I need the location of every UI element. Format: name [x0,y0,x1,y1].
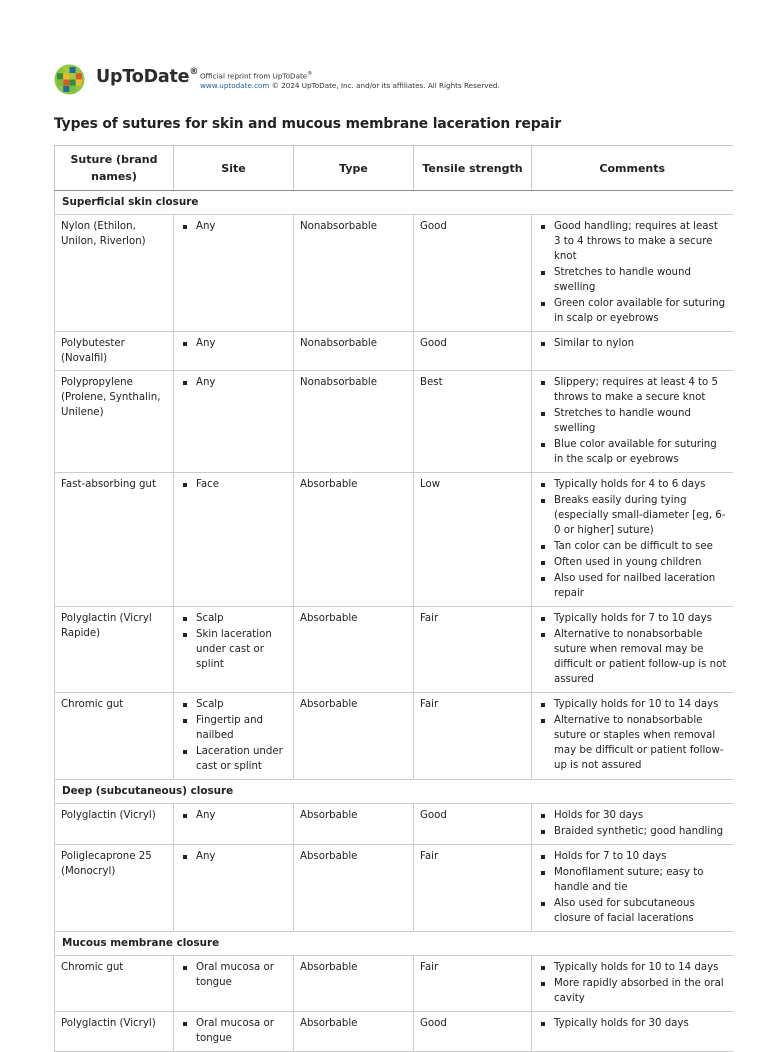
list-item: Typically holds for 10 to 14 days [538,697,727,712]
section-row-deep [55,780,733,804]
list-item: Typically holds for 10 to 14 days [538,960,727,975]
site-cell [174,845,294,932]
site-list [180,477,287,492]
list-item: Stretches to handle wound swelling [538,265,727,295]
suture-name: Fast-absorbing gut [55,473,174,607]
tensile-cell: Good [414,215,532,332]
site-list [180,697,287,774]
site-cell [174,332,294,371]
list-item: Fingertip and nailbed [180,713,287,743]
col-header-tensile: Tensile strength [414,146,532,191]
table-row [55,332,733,371]
list-item: More rapidly absorbed in the oral cavity [538,976,727,1006]
uptodate-logo-icon [54,64,85,95]
list-item: Braided synthetic; good handling [538,824,727,839]
site-list [180,219,287,234]
reprint-notice: Official reprint from UpToDate® www.uptodate.com © 2024 UpToDate, Inc. and/or its affiliates. All Rights Reserved. [200,71,500,91]
logo-tile [63,80,69,86]
table-row [55,371,733,473]
section-title: Mucous membrane closure [55,932,733,956]
site-cell [174,956,294,1012]
type-cell: Absorbable [294,607,414,693]
type-cell: Absorbable [294,693,414,780]
tensile-cell: Low [414,473,532,607]
list-item: Tan color can be difficult to see [538,539,727,554]
list-item: Any [180,375,287,390]
type-cell: Absorbable [294,956,414,1012]
logo-tile [63,73,69,79]
list-item: Typically holds for 7 to 10 days [538,611,727,626]
tensile-cell: Fair [414,956,532,1012]
comments-list [538,808,727,839]
list-item: Typically holds for 4 to 6 days [538,477,727,492]
comments-cell [532,845,733,932]
suture-name: Chromic gut [55,693,174,780]
comments-list [538,336,727,351]
site-cell [174,693,294,780]
comments-list [538,960,727,1006]
brand-name: UpToDate® [96,67,199,87]
list-item: Alternative to nonabsorbable suture when removal may be difficult or patient follow-up is not assured [538,627,727,687]
logo-tile [70,80,76,86]
site-cell [174,804,294,845]
suture-name: Nylon (Ethilon, Unilon, Riverlon) [55,215,174,332]
suture-name: Polyglactin (Vicryl Rapide) [55,607,174,693]
list-item: Oral mucosa or tongue [180,1016,287,1046]
comments-cell [532,956,733,1012]
list-item: Face [180,477,287,492]
tensile-cell: Good [414,804,532,845]
site-list [180,375,287,390]
list-item: Any [180,336,287,351]
list-item: Typically holds for 30 days [538,1016,727,1031]
logo-tile [57,73,63,79]
logo-tile [70,67,76,73]
site-cell [174,473,294,607]
uptodate-link[interactable]: www.uptodate.com [200,81,270,91]
logo-tile [63,67,69,73]
logo-tile [70,73,76,79]
col-header-suture: Suture (brand names) [55,146,174,191]
comments-list [538,219,727,326]
logo-tile [63,86,69,92]
site-list [180,611,287,672]
suture-name: Polyglactin (Vicryl) [55,1012,174,1052]
list-item: Also used for subcutaneous closure of facial lacerations [538,896,727,926]
table-row [55,804,733,845]
list-item: Holds for 30 days [538,808,727,823]
table-row [55,607,733,693]
table-row [55,845,733,932]
reprint-header [54,64,714,96]
site-cell [174,371,294,473]
list-item: Similar to nylon [538,336,727,351]
list-item: Stretches to handle wound swelling [538,406,727,436]
comments-list [538,477,727,601]
table-row [55,215,733,332]
site-list [180,849,287,864]
comments-cell [532,1012,733,1052]
comments-list [538,375,727,467]
site-cell [174,215,294,332]
list-item: Laceration under cast or splint [180,744,287,774]
list-item: Oral mucosa or tongue [180,960,287,990]
section-title: Superficial skin closure [55,191,733,215]
tensile-cell: Good [414,1012,532,1052]
table-row [55,956,733,1012]
table-header-row [55,146,733,191]
comments-cell [532,215,733,332]
table-row [55,1012,733,1052]
col-header-type: Type [294,146,414,191]
list-item: Slippery; requires at least 4 to 5 throws to make a secure knot [538,375,727,405]
tensile-cell: Fair [414,607,532,693]
list-item: Also used for nailbed laceration repair [538,571,727,601]
tensile-cell: Fair [414,845,532,932]
comments-cell [532,332,733,371]
suture-name: Polybutester (Novalfil) [55,332,174,371]
section-title: Deep (subcutaneous) closure [55,780,733,804]
list-item: Often used in young children [538,555,727,570]
list-item: Any [180,808,287,823]
type-cell: Absorbable [294,473,414,607]
site-list [180,808,287,823]
site-list [180,336,287,351]
list-item: Monofilament suture; easy to handle and tie [538,865,727,895]
comments-cell [532,693,733,780]
list-item: Skin laceration under cast or splint [180,627,287,672]
page-title: Types of sutures for skin and mucous membrane laceration repair [54,116,562,132]
list-item: Breaks easily during tying (especially small-diameter [eg, 6-0 or higher] suture) [538,493,727,538]
site-cell [174,607,294,693]
type-cell: Nonabsorbable [294,215,414,332]
table-row [55,693,733,780]
list-item: Holds for 7 to 10 days [538,849,727,864]
list-item: Good handling; requires at least 3 to 4 throws to make a secure knot [538,219,727,264]
type-cell: Absorbable [294,1012,414,1052]
table-row [55,473,733,607]
list-item: Scalp [180,697,287,712]
list-item: Any [180,849,287,864]
col-header-site: Site [174,146,294,191]
section-row-mucous [55,932,733,956]
tensile-cell: Fair [414,693,532,780]
suture-name: Polyglactin (Vicryl) [55,804,174,845]
comments-cell [532,473,733,607]
sutures-table [54,145,733,1052]
logo-tile [76,80,82,86]
list-item: Scalp [180,611,287,626]
type-cell: Absorbable [294,845,414,932]
list-item: Green color available for suturing in scalp or eyebrows [538,296,727,326]
list-item: Blue color available for suturing in the scalp or eyebrows [538,437,727,467]
comments-cell [532,804,733,845]
comments-cell [532,607,733,693]
section-row-superficial [55,191,733,215]
type-cell: Nonabsorbable [294,332,414,371]
type-cell: Nonabsorbable [294,371,414,473]
logo-tile [57,80,63,86]
col-header-comments: Comments [532,146,733,191]
tensile-cell: Best [414,371,532,473]
suture-name: Chromic gut [55,956,174,1012]
list-item: Any [180,219,287,234]
site-list [180,1016,287,1046]
tensile-cell: Good [414,332,532,371]
suture-name: Poliglecaprone 25 (Monocryl) [55,845,174,932]
comments-list [538,697,727,773]
comments-cell [532,371,733,473]
suture-name: Polypropylene (Prolene, Synthalin, Unilene) [55,371,174,473]
logo-tile [70,86,76,92]
site-list [180,960,287,990]
comments-list [538,849,727,926]
type-cell: Absorbable [294,804,414,845]
comments-list [538,611,727,687]
site-cell [174,1012,294,1052]
logo-tile [76,73,82,79]
list-item: Alternative to nonabsorbable suture or staples when removal may be difficult or patient follow-up is not assured [538,713,727,773]
